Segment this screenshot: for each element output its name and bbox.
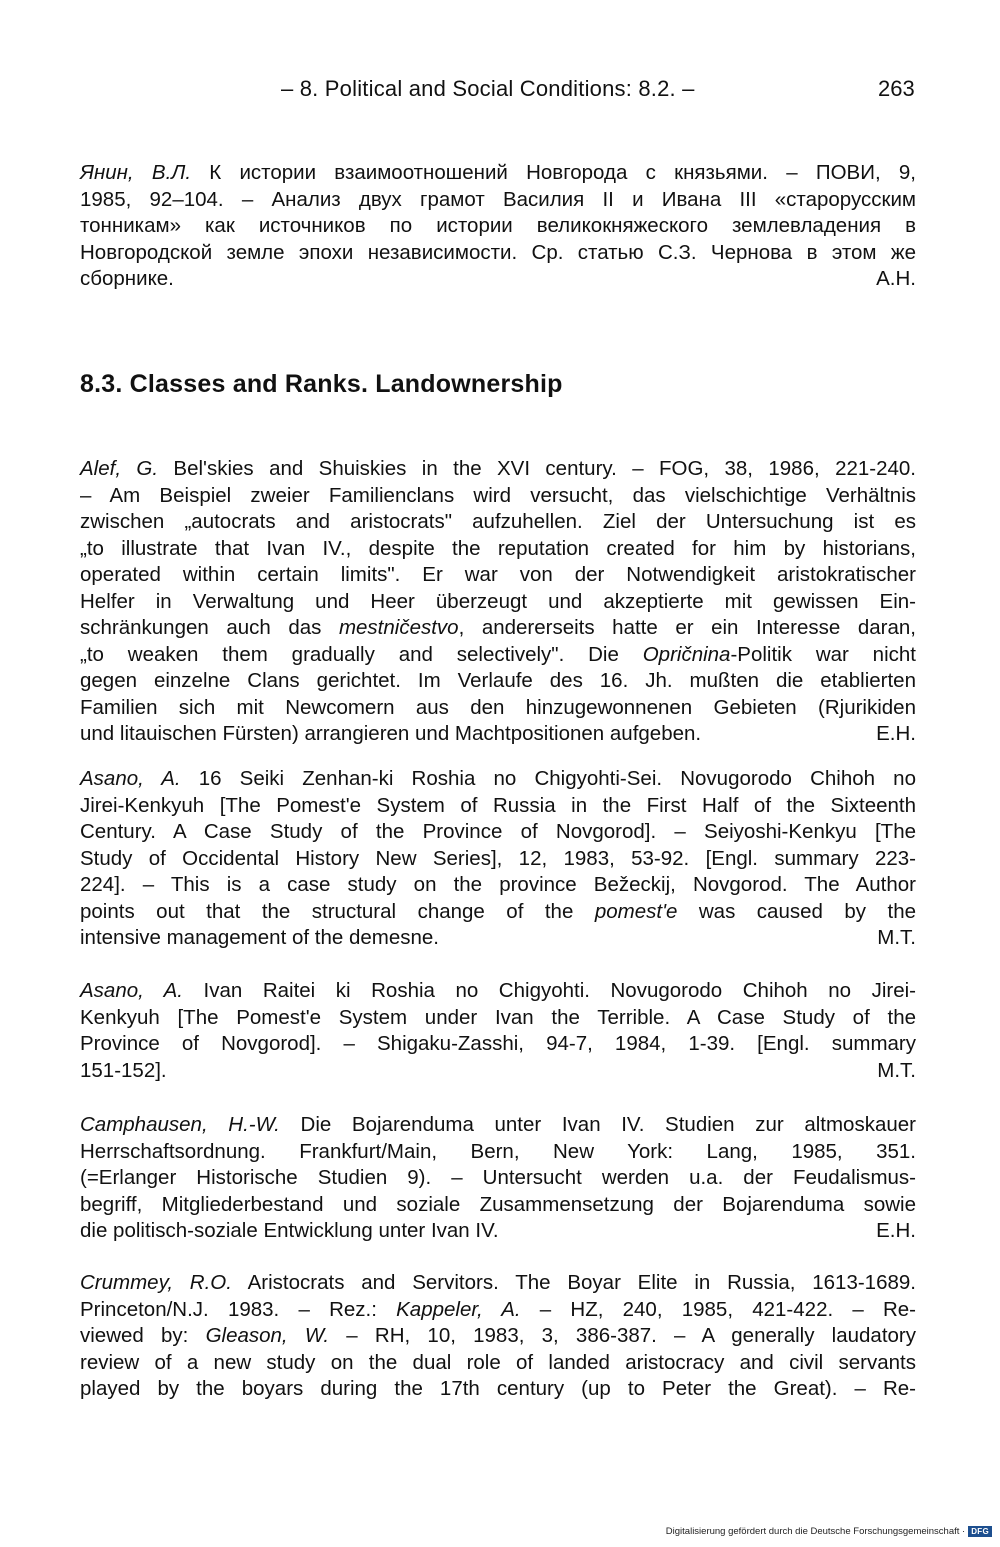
entry-text: points out that the structural change of the [80,899,595,923]
reviewer-initials: M.T. [877,926,916,949]
entry-last-line [80,721,916,748]
running-title: – 8. Political and Social Conditions: 8.2. – [281,76,695,101]
entry-line [80,615,916,642]
italic-term: Opričnina [642,642,731,666]
entry-line [80,766,916,793]
section-heading: 8.3. Classes and Ranks. Landownership [80,370,563,398]
entry-author: Crummey, R.O. [80,1271,232,1294]
page-number: 263 [878,76,915,101]
entry-text: -Politik war nicht [730,642,916,666]
reviewer-initials: E.H. [876,722,916,745]
entry-line: (=Erlanger Historische Studien 9). – Untersucht werden u.a. der Feudalismus- [80,1166,916,1189]
entry-text: viewed by: [80,1324,206,1347]
entry-line [80,1112,916,1139]
entry-text: Ivan Raitei ki Roshia no Chigyohti. Novugorodo Chihoh no Jirei- [182,979,916,1002]
entry-text: Princeton/N.J. 1983. – Rez.: [80,1297,397,1321]
entry-text: – HZ, 240, 1985, 421-422. – Re- [520,1297,917,1321]
entry-line: тонникам» как источников по истории великокняжеского землевладения в [80,214,916,237]
entry-line: – Am Beispiel zweier Familienclans wird versucht, das vielschichtige Verhältnis [80,483,916,507]
entry-line [80,1270,916,1297]
entry-line: Herrschaftsordnung. Frankfurt/Main, Bern, New York: Lang, 1985, 351. [80,1139,916,1163]
entry-line [80,160,916,187]
entry-line: operated within certain limits". Er war von der Notwendigkeit aristokratischer [80,563,916,586]
entry-line: Familien sich mit Newcomern aus den hinzugewonnenen Gebieten (Rjurikiden [80,695,916,719]
entry-line [80,456,916,483]
entry-text: „to weaken them gradually and selectively". Die [80,642,643,666]
entry-line: zwischen „autocrats and aristocrats" aufzuhellen. Ziel der Untersuchung ist es [80,510,916,533]
footer-text: Digitalisierung gefördert durch die Deutsche Forschungsgemeinschaft · [665,1526,966,1537]
entry-last-line [80,1058,916,1085]
entry-text: К истории взаимоотношений Новгорода с князьями. – ПОВИ, 9, [191,161,916,184]
entry-last-line [80,1218,916,1245]
entry-text: , andererseits hatte er ein Interesse daran, [458,616,916,639]
reviewer-initials: А.Н. [876,267,916,290]
entry-text: intensive management of the demesne. [80,926,439,949]
entry-text: 16 Seiki Zenhan-ki Roshia no Chigyohti-Sei. Novugorodo Chihoh no [180,767,916,790]
entry-line: Новгородской земле эпохи независимости. Ср. статью С.З. Чернова в этом же [80,240,916,264]
entry-author: Alef, G. [80,457,159,480]
entry-text: 151-152]. [80,1058,167,1082]
bibliography-entry-asano-1 [80,766,916,952]
entry-text: schränkungen auch das [80,616,339,639]
italic-term: pomest'e [594,899,678,923]
running-head [0,76,1000,110]
reviewer-initials: E.H. [876,1219,916,1242]
entry-line: „to illustrate that Ivan IV., despite the reputation created for him by historians, [80,536,916,560]
entry-line [80,899,916,926]
entry-line: Study of Occidental History New Series], 12, 1983, 53-92. [Engl. summary 223- [80,846,916,870]
entry-text: Bel'skies and Shuiskies in the XVI century. – FOG, 38, 1986, 221-240. [158,457,916,480]
bibliography-entry-yanin [80,160,916,293]
entry-line [80,1297,916,1324]
entry-author: Янин, В.Л. [80,161,192,184]
entry-line: Helfer in Verwaltung und Heer überzeugt und akzeptierte mit gewissen Ein- [80,589,916,613]
entry-line: Jirei-Kenkyuh [The Pomest'e System of Russia in the First Half of the Sixteenth [80,793,916,817]
entry-line: played by the boyars during the 17th century (up to Peter the Great). – Re- [80,1377,916,1400]
entry-last-line [80,925,916,952]
entry-line: gegen einzelne Clans gerichtet. Im Verlaufe des 16. Jh. mußten die etablierten [80,669,916,692]
entry-text: die politisch-soziale Entwicklung unter Ivan IV. [80,1219,499,1242]
entry-author: Camphausen, H.-W. [80,1113,280,1136]
entry-text: сборнике. [80,267,174,290]
italic-term: mestničestvo [338,616,459,639]
bibliography-entry-crummey [80,1270,916,1403]
entry-author: Asano, A. [80,767,181,790]
italic-term: Gleason, W. [205,1324,330,1347]
bibliography-entry-asano-2 [80,978,916,1084]
entry-text: Aristocrats and Servitors. The Boyar Elite in Russia, 1613-1689. [231,1271,916,1294]
entry-author: Asano, A. [80,979,183,1002]
entry-line: Province of Novgorod]. – Shigaku-Zasshi, 94-7, 1984, 1-39. [Engl. summary [80,1032,916,1055]
entry-line [80,978,916,1005]
dfg-logo: DFG [968,1526,992,1537]
entry-text: was caused by the [677,899,916,923]
bibliography-entry-alef [80,456,916,748]
entry-text: Die Bojarenduma unter Ivan IV. Studien zur altmoskauer [279,1113,916,1136]
reviewer-initials: M.T. [877,1058,916,1082]
entry-line [80,642,916,669]
italic-term: Kappeler, A. [396,1297,521,1321]
entry-line: 224]. – This is a case study on the province Bežeckij, Novgorod. The Author [80,873,916,896]
entry-line: Kenkyuh [The Pomest'e System under Ivan the Terrible. A Case Study of the [80,1005,916,1029]
entry-text: und litauischen Fürsten) arrangieren und Machtpositionen aufgeben. [80,722,702,745]
entry-line: Century. A Case Study of the Province of Novgorod]. – Seiyoshi-Kenkyu [The [80,820,916,843]
entry-line [80,1323,916,1350]
digitization-footer [666,1526,992,1537]
entry-text: – RH, 10, 1983, 3, 386-387. – A generally laudatory [329,1324,916,1347]
bibliography-entry-camphausen [80,1112,916,1245]
entry-last-line [80,266,916,293]
entry-line: begriff, Mitgliederbestand und soziale Zusammensetzung der Bojarenduma sowie [80,1192,916,1216]
entry-line: review of a new study on the dual role of landed aristocracy and civil servants [80,1350,916,1374]
entry-line: 1985, 92–104. – Анализ двух грамот Василия II и Ивана III «старорусским [80,187,916,211]
